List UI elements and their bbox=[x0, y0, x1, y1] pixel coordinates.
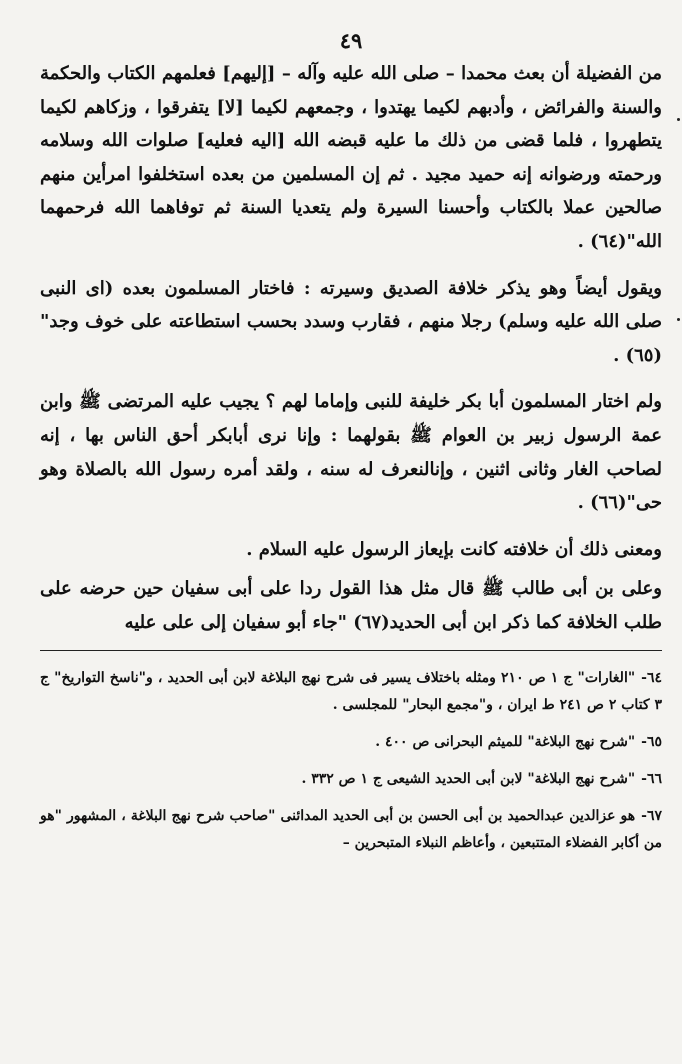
margin-speck bbox=[677, 118, 680, 121]
footnote-text: "شرح نهج البلاغة" للميثم البحرانى ص ٤٠٠ . bbox=[375, 733, 636, 750]
paragraph: ولم اختار المسلمون أبا بكر خليفة للنبى وإماما لهم ؟ يجيب عليه المرتضى ﷺ وابن عمة الرسول زبير بن العوام ﷺ بقولهما : وإنا نرى أبابكر أحق الناس بها ، إنه لصاحب الغار وثانى اثنين ، وإنالنعرف له سنه ، ولقد أمره رسول الله بالصلاة وهو حى"(٦٦) . bbox=[40, 391, 662, 514]
footnote bbox=[40, 665, 662, 719]
footnote-number: ٦٤- bbox=[641, 669, 662, 686]
paragraph: ومعنى ذلك أن خلافته كانت بإيعاز الرسول عليه السلام . bbox=[246, 538, 662, 560]
book-page bbox=[40, 28, 662, 1038]
body-text bbox=[40, 57, 662, 640]
paragraph: من الفضيلة أن بعث محمدا – صلى الله عليه وآله – [إليهم] فعلمهم الكتاب والحكمة والسنة والفرائض ، وأدبهم لكيما يهتدوا ، وجمعهم لكيما [لا] يتفرقوا ، وزكاهم لكيما يتطهروا ، فلما قضى من ذلك ما عليه قبضه الله [اليه فعليه] صلوات الله وسلامه ورحمته ورضوانه إنه حميد مجيد . ثم إن المسلمين من بعده استخلفوا امرأين منهم صالحين عملا بالكتاب وأحسنا السيرة ولم يتعديا السنة ثم توفاهما الله فرحمهما الله"(٦٤) . bbox=[40, 63, 662, 252]
paragraph: وعلى بن أبى طالب ﷺ قال مثل هذا القول ردا على أبى سفيان حين حرضه على طلب الخلافة كما ذكر ابن أبى الحديد(٦٧) "جاء أبو سفيان إلى على عليه bbox=[40, 578, 662, 633]
footnote-number: ٦٥- bbox=[641, 733, 662, 750]
footnote-text: هو عزالدين عبدالحميد بن أبى الحسن بن أبى الحديد المدائنى "صاحب شرح نهج البلاغة ، المشهور "هو من أكابر الفضلاء المتتبعين ، وأعاظم النبلاء المتبحرين – bbox=[40, 807, 662, 851]
margin-speck bbox=[677, 318, 680, 321]
footnotes bbox=[40, 665, 662, 857]
footnote bbox=[40, 803, 662, 857]
page-number: ٤٩ bbox=[339, 28, 363, 53]
footnote bbox=[40, 729, 662, 756]
paragraph: ويقول أيضاً وهو يذكر خلافة الصديق وسيرته : فاختار المسلمون بعده (اى النبى صلى الله عليه وسلم) رجلا منهم ، فقارب وسدد بحسب استطاعته على خوف وجد"(٦٥) . bbox=[40, 277, 662, 366]
footnote-number: ٦٧- bbox=[641, 807, 662, 824]
footnote bbox=[40, 766, 662, 793]
footnote-text: "شرح نهج البلاغة" لابن أبى الحديد الشيعى ج ١ ص ٣٣٢ . bbox=[301, 770, 636, 787]
footnote-number: ٦٦- bbox=[641, 770, 662, 787]
footnote-divider bbox=[40, 650, 662, 651]
footnote-text: "الغارات" ج ١ ص ٢١٠ ومثله باختلاف يسير فى شرح نهج البلاغة لابن أبى الحديد ، و"ناسخ التواريخ" ج ٣ كتاب ٢ ص ٢٤١ ط ايران ، و"مجمع البحار" للمجلسى . bbox=[40, 669, 662, 713]
